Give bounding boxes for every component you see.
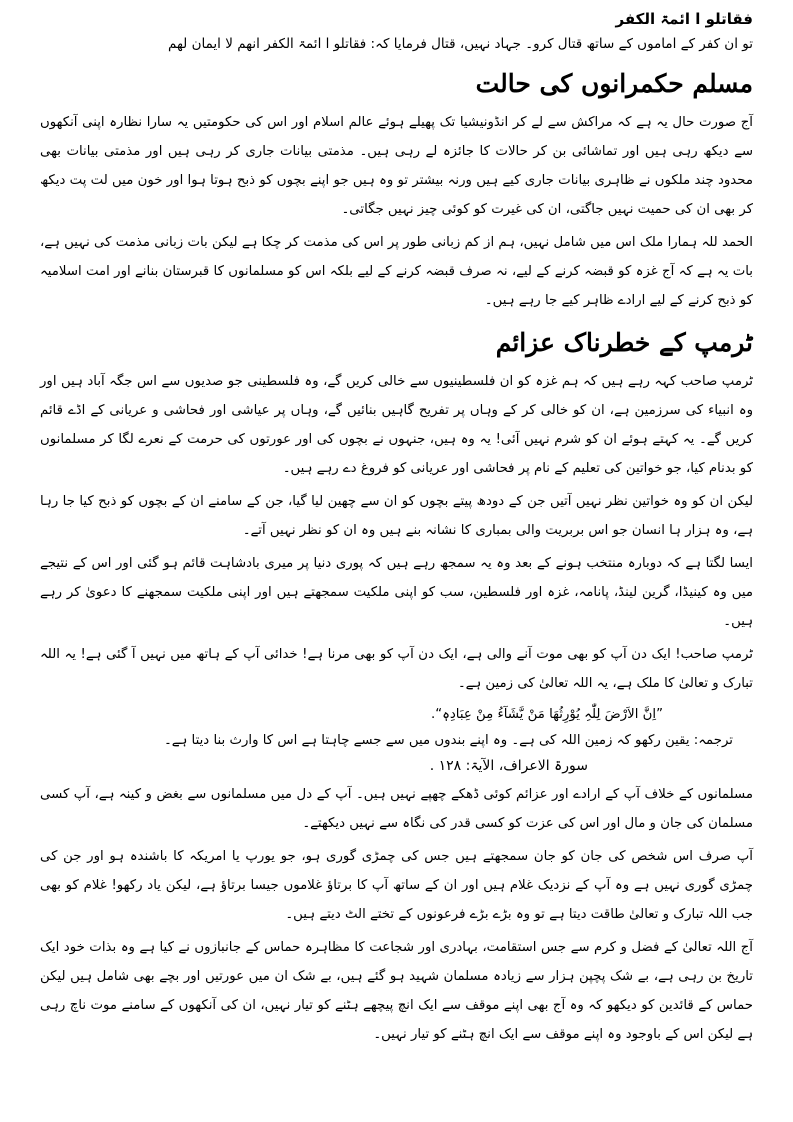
paragraph: مسلمانوں کے خلاف آپ کے ارادے اور عزائم کوئی ڈھکے چھپے نہیں ہیں۔ آپ کے دل میں مسلمانوں سے بغض و کینہ ہے، آپ کسی مسلمان کی جان و مال اور اس کی عزت کو کسی قدر کی نگاہ سے نہیں دیکھتے۔: [40, 787, 754, 831]
opening-verse: فقاتلو ا ائمۃ الکفر: [615, 10, 753, 28]
paragraph: آج اللہ تعالیٰ کے فضل و کرم سے جس استقامت، بہادری اور شجاعت کا مظاہرہ حماس کے جانبازوں نے کیا ہے وہ بذات خود ایک تاریخ بن رہی ہے، بے شک پچپن ہزار سے زیادہ مسلمان شہید ہو گئے ہیں، بے شک ان میں عورتیں اور بچے بھی شامل ہیں لیکن حماس کے قائدین کو دیکھو کہ وہ آج بھی اپنے موقف سے ایک انچ پیچھے ہٹنے کو تیار نہیں، ان کی آنکھوں کے سامنے موت ناچ رہی ہے لیکن اس کے باوجود وہ اپنے موقف سے ایک انچ ہٹنے کو تیار نہیں۔: [40, 940, 753, 1042]
paragraph: لیکن ان کو وہ خواتین نظر نہیں آتیں جن کے دودھ پیتے بچوں کو ان سے چھین لیا گیا، جن کے سامنے ان کے بچوں کو ذبح کیا جا رہا ہے، وہ ہزار ہا انسان جو اس بربریت والی بمباری کا نشانہ بنے ہیں وہ ان کو نظر نہیں آتے۔: [40, 494, 753, 538]
quote-translation: ترجمہ: یقین رکھو کہ زمین اللہ کی ہے۔ وہ اپنے بندوں میں سے جسے چاہتا ہے اس کا وارث بنا دیتا ہے۔: [163, 733, 733, 748]
verse-reference: سورۃ الاعراف، الآیۃ: ۱۲۸ .: [429, 758, 588, 774]
paragraph: ایسا لگتا ہے کہ دوبارہ منتخب ہونے کے بعد وہ یہ سمجھ رہے ہیں کہ پوری دنیا پر میری بادشاہت قائم ہو گئی اور اس کے نتیجے میں وہ کینیڈا، گرین لینڈ، پانامہ، غزہ اور فلسطین، سب کو اپنی ملکیت سمجھتے ہیں اور اپنی ملکیت سمجھنے کا دعویٰ کر رہے ہیں۔: [40, 556, 753, 629]
section-heading-rulers: مسلم حکمرانوں کی حالت: [475, 69, 753, 98]
intro-line: تو ان کفر کے اماموں کے ساتھ قتال کرو۔ جہاد نہیں، قتال فرمایا کہ: فقاتلو ا ائمۃ الکفر انھم لا ایمان لھم: [167, 36, 753, 52]
paragraph: ٹرمپ صاحب کہہ رہے ہیں کہ ہم غزہ کو ان فلسطینیوں سے خالی کریں گے، وہ فلسطینی جو صدیوں سے اس جگہ آباد ہیں اور وہ انبیاء کی سرزمین ہے، ان کو خالی کر کے وہاں پر تفریح گاہیں بنائیں گے، وہاں پر عیاشی اور فحاشی و عریانی کے اڈے قائم کریں گے۔ یہ کہتے ہوئے ان کو شرم نہیں آئی! یہ وہ ہیں، جنہوں نے بچوں کی اور عورتوں کی حرمت کے نعرے لگا کر مسلمانوں کو بدنام کیا، جو خواتین کی تعلیم کے نام پر فحاشی اور عریانی کو فروغ دے رہے ہیں۔: [40, 374, 753, 476]
quranic-quote: ”اِنَّ الاَرْضَ لِلّٰہِ یُوْرِثُھَا مَنْ یَّشَآءُ مِنْ عِبَادِہٖ“.: [430, 707, 663, 722]
paragraph: الحمد للہ ہمارا ملک اس میں شامل نہیں، ہم از کم زبانی طور پر اس کی مذمت کر چکا ہے لیکن بات زبانی مذمت کی نہیں ہے، بات یہ ہے کہ آج غزہ کو قبضہ کرنے کے لیے، نہ صرف قبضہ کرنے کے لیے بلکہ اس کو مسلمانوں کا قبرستان بنانے اور امت اسلامیہ کو ذبح کرنے کے لیے ارادے ظاہر کیے جا رہے ہیں۔: [40, 235, 753, 308]
paragraph: آج صورت حال یہ ہے کہ مراکش سے لے کر انڈونیشیا تک پھیلے ہوئے عالم اسلام اور اس کی حکومتیں یہ سارا نظارہ اپنی آنکھوں سے دیکھ رہی ہیں اور تماشائی بن کر حالات کا جائزہ لے رہی ہیں۔ مذمتی بیانات جاری کر رہی ہیں اور مذمتی بیانات بھی محدود چند ملکوں نے ظاہری بیانات جاری کیے ہیں ورنہ بیشتر تو وہ ہیں جو اپنے بچوں کو ذبح ہوتا ہوا اور خون میں لت پت دیکھ کر بھی ان کی حمیت نہیں جاگتی، ان کی غیرت کو کوئی چیز نہیں جگاتی۔: [40, 115, 753, 217]
paragraph: آپ صرف اس شخص کی جان کو جان سمجھتے ہیں جس کی چمڑی گوری ہو، جو یورپ یا امریکہ کا باشندہ ہو اور جن کی چمڑی گوری نہیں ہے وہ آپ کے نزدیک غلام ہیں اور ان کے ساتھ آپ کا برتاؤ غلاموں جیسا برتاؤ ہے، لیکن یاد رکھو! غلام کو بھی جب اللہ تبارک و تعالیٰ طاقت دیتا ہے تو وہ بڑے بڑے فرعونوں کے تختے الٹ دیتے ہیں۔: [40, 849, 753, 922]
paragraph: ٹرمپ صاحب! ایک دن آپ کو بھی موت آنے والی ہے، ایک دن آپ کو بھی مرنا ہے! خدائی آپ کے ہاتھ میں نہیں آ گئی ہے! یہ اللہ تبارک و تعالیٰ کا ملک ہے، یہ اللہ تعالیٰ کی زمین ہے۔: [40, 647, 753, 691]
section-heading-trump: ٹرمپ کے خطرناک عزائم: [495, 328, 753, 357]
